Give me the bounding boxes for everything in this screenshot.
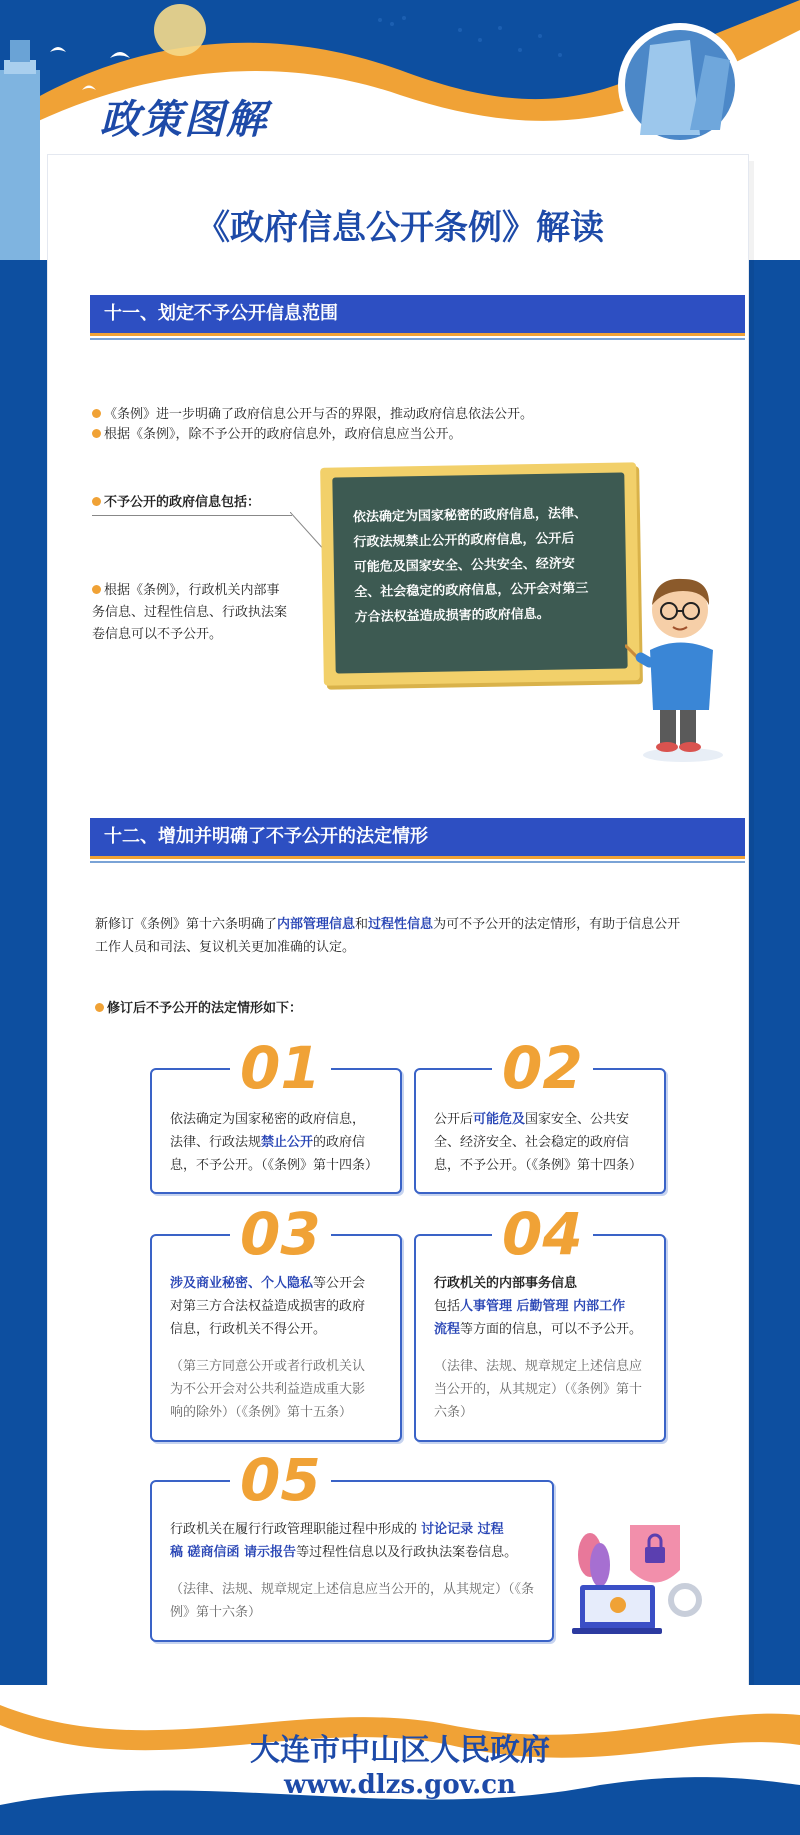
- case-number-03: 03: [230, 1204, 331, 1264]
- section-11-heading: 十一、划定不予公开信息范围: [104, 303, 338, 324]
- case-number-01: 01: [230, 1038, 331, 1098]
- bullet-item: 《条例》进一步明确了政府信息公开与否的界限，推动政府信息依法公开。: [92, 405, 742, 425]
- blackboard: [320, 462, 640, 685]
- cases-label: 修订后不予公开的法定情形如下：: [95, 999, 302, 1019]
- section-12-heading-bar: [90, 818, 745, 859]
- case-number-05: 05: [230, 1450, 331, 1510]
- bullet-dot-icon: [92, 429, 101, 438]
- teacher-illustration: [625, 565, 735, 765]
- case-box-03: 涉及商业秘密、个人隐私等公开会 对第三方合法权益造成损害的政府 信息，行政机关不得公开。 （第三方同意公开或者行政机关认 为不公开会对公共利益造成重大影 响的除外）（《条例》第十五条）: [150, 1234, 402, 1442]
- section-12-underline: [90, 861, 745, 863]
- case-number-02: 02: [492, 1038, 593, 1098]
- case-box-04: 行政机关的内部事务信息 包括人事管理 后勤管理 内部工作 流程等方面的信息，可以不予公开。 （法律、法规、规章规定上述信息应 当公开的，从其规定）（《条例》第十 六条）: [414, 1234, 666, 1442]
- section-11-underline: [90, 338, 745, 340]
- bullet-item: 根据《条例》，除不予公开的政府信息外，政府信息应当公开。: [92, 425, 742, 445]
- section-11-bullets: [92, 405, 742, 445]
- internal-info-note: 根据《条例》，行政机关内部事 务信息、过程性信息、行政执法案 卷信息可以不予公开。: [92, 583, 288, 642]
- banner-title: 政策图解: [100, 96, 268, 143]
- case-box-02: 公开后可能危及国家安全、公共安 全、经济安全、社会稳定的政府信 息，不予公开。（《条例》第十四条）: [414, 1068, 666, 1194]
- bullet-dot-icon: [92, 409, 101, 418]
- section-12-intro: 新修订《条例》第十六条明确了内部管理信息和过程性信息为可不予公开的法定情形，有助于信息公开 工作人员和司法、复议机关更加准确的认定。: [95, 917, 681, 955]
- bullet-dot-icon: [92, 497, 101, 506]
- bullet-dot-icon: [92, 585, 101, 594]
- bullet-dot-icon: [95, 1003, 104, 1012]
- case-number-04: 04: [492, 1204, 593, 1264]
- section-11-heading-bar: [90, 295, 745, 336]
- footer-organization: 大连市中山区人民政府: [250, 1733, 550, 1768]
- case-box-05: 行政机关在履行行政管理职能过程中形成的 讨论记录 过程 稿 磋商信函 请示报告等过程性信息以及行政执法案卷信息。 （法律、法规、规章规定上述信息应当公开的，从其规定）（《条 例》第十六条）: [150, 1480, 554, 1642]
- section-12-heading: 十二、增加并明确了不予公开的法定情形: [104, 826, 428, 847]
- case-box-01: 依法确定为国家秘密的政府信息， 法律、行政法规禁止公开的政府信 息，不予公开。（《条例》第十四条）: [150, 1068, 402, 1194]
- main-title: 《政府信息公开条例》解读: [196, 208, 604, 248]
- exempt-label: 不予公开的政府信息包括：: [92, 493, 292, 516]
- blackboard-text: 依法确定为国家秘密的政府信息，法律、 行政法规禁止公开的政府信息，公开后 可能危及国家安全、公共安全、经济安 全、社会稳定的政府信息，公开会对第三 方合法权益造成损害的政府信息。: [352, 506, 589, 626]
- security-lock-illustration: [570, 1515, 710, 1640]
- footer-url[interactable]: www.dlzs.gov.cn: [284, 1770, 516, 1800]
